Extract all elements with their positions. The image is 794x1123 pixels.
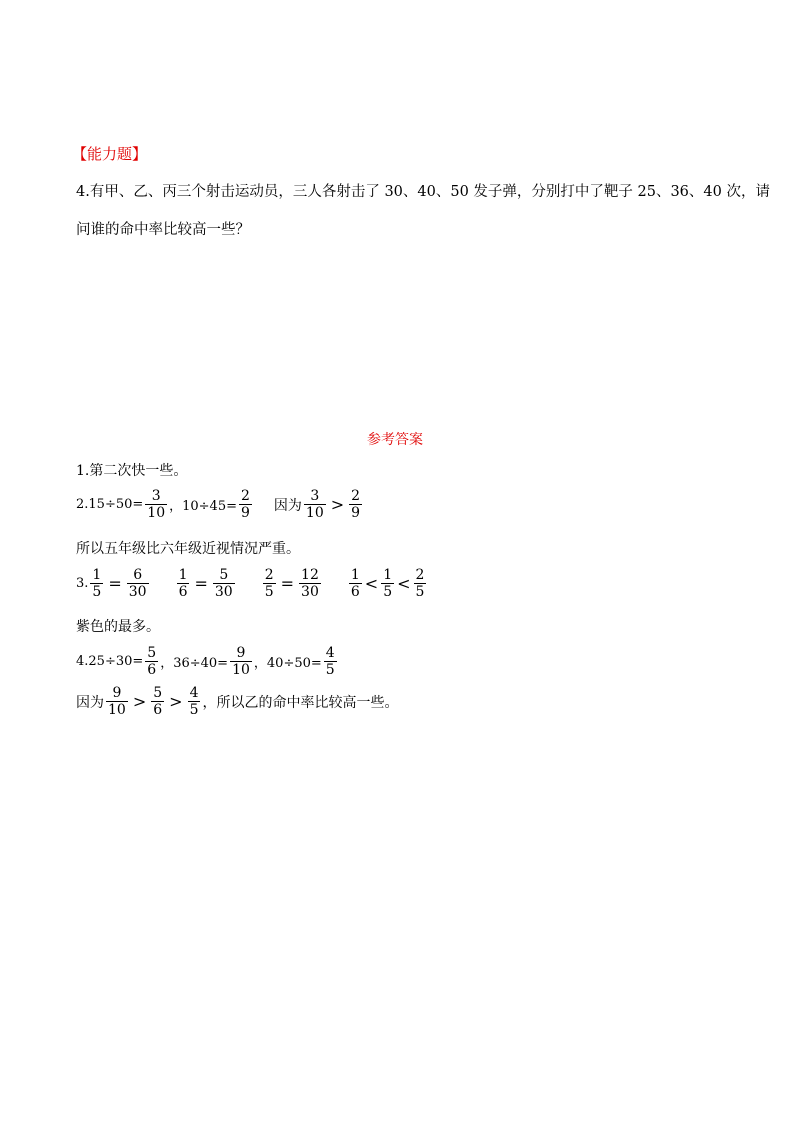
- answer-2-because: 因为: [273, 497, 302, 514]
- fraction: $\frac{2}{5}$: [264, 567, 274, 600]
- fraction: $\frac{1}{6}$: [178, 567, 188, 600]
- fraction: $\frac{1}{6}$: [350, 567, 360, 600]
- fraction: $\frac{3}{10}$: [305, 488, 324, 521]
- fraction: $\frac{9}{10}$: [108, 685, 126, 718]
- equals-sign: =: [108, 574, 122, 593]
- fraction: $\frac{6}{30}$: [128, 567, 147, 600]
- answer-2-mid: ，10÷45=: [169, 499, 237, 514]
- answer-4-mid-1: ，36÷40=: [160, 656, 229, 671]
- question-4-line-1: 4.有甲、乙、丙三个射击运动员，三人各射击了 30、40、50 发子弹，分别打中了靶子 25、36、40 次，请: [76, 184, 770, 200]
- question-4-line-2: 问谁的命中率比较高一些？: [76, 222, 250, 238]
- equals-sign: =: [194, 574, 208, 593]
- fraction: $\frac{2}{5}$: [415, 567, 425, 600]
- answer-4-because-line: [76, 685, 398, 718]
- answer-4-line: [76, 645, 339, 678]
- answers-title: 参考答案: [367, 432, 423, 448]
- fraction: $\frac{5}{30}$: [214, 567, 233, 600]
- greater-than-sign: >: [132, 692, 147, 711]
- answer-1: 1.第二次快一些。: [76, 463, 188, 479]
- less-than-sign: <: [364, 574, 379, 593]
- fraction: $\frac{12}{30}$: [301, 567, 319, 600]
- fraction: $\frac{4}{5}$: [189, 685, 199, 718]
- greater-than-sign: >: [169, 692, 183, 711]
- answer-4-because: 因为: [76, 694, 104, 711]
- answer-3-prefix: 3.: [76, 576, 89, 591]
- fraction: $\frac{9}{10}$: [232, 645, 250, 678]
- fraction: $\frac{5}{6}$: [147, 645, 157, 678]
- answer-3-line: [76, 567, 428, 600]
- fraction: $\frac{2}{9}$: [351, 488, 361, 521]
- answer-4-prefix: 4.25÷30=: [76, 654, 144, 669]
- fraction: $\frac{2}{9}$: [240, 488, 250, 521]
- fraction: $\frac{3}{10}$: [147, 488, 166, 521]
- fraction: $\frac{5}{6}$: [153, 685, 163, 718]
- answer-2-prefix: 2.15÷50=: [76, 497, 144, 512]
- answer-4-mid-2: ，40÷50=: [253, 656, 322, 671]
- equals-sign: =: [280, 574, 295, 593]
- section-title: 【能力题】: [72, 145, 148, 163]
- fraction: $\frac{1}{5}$: [383, 567, 393, 600]
- answer-4-conclusion: ，所以乙的命中率比较高一些。: [202, 694, 399, 711]
- answer-3-conclusion: 紫色的最多。: [76, 619, 160, 635]
- fraction: $\frac{1}{5}$: [92, 567, 102, 600]
- less-than-sign: <: [397, 574, 411, 593]
- fraction: $\frac{4}{5}$: [325, 645, 335, 678]
- answer-2-conclusion: 所以五年级比六年级近视情况严重。: [76, 541, 300, 557]
- answer-2-line: [76, 488, 364, 521]
- greater-than-sign: >: [330, 495, 345, 514]
